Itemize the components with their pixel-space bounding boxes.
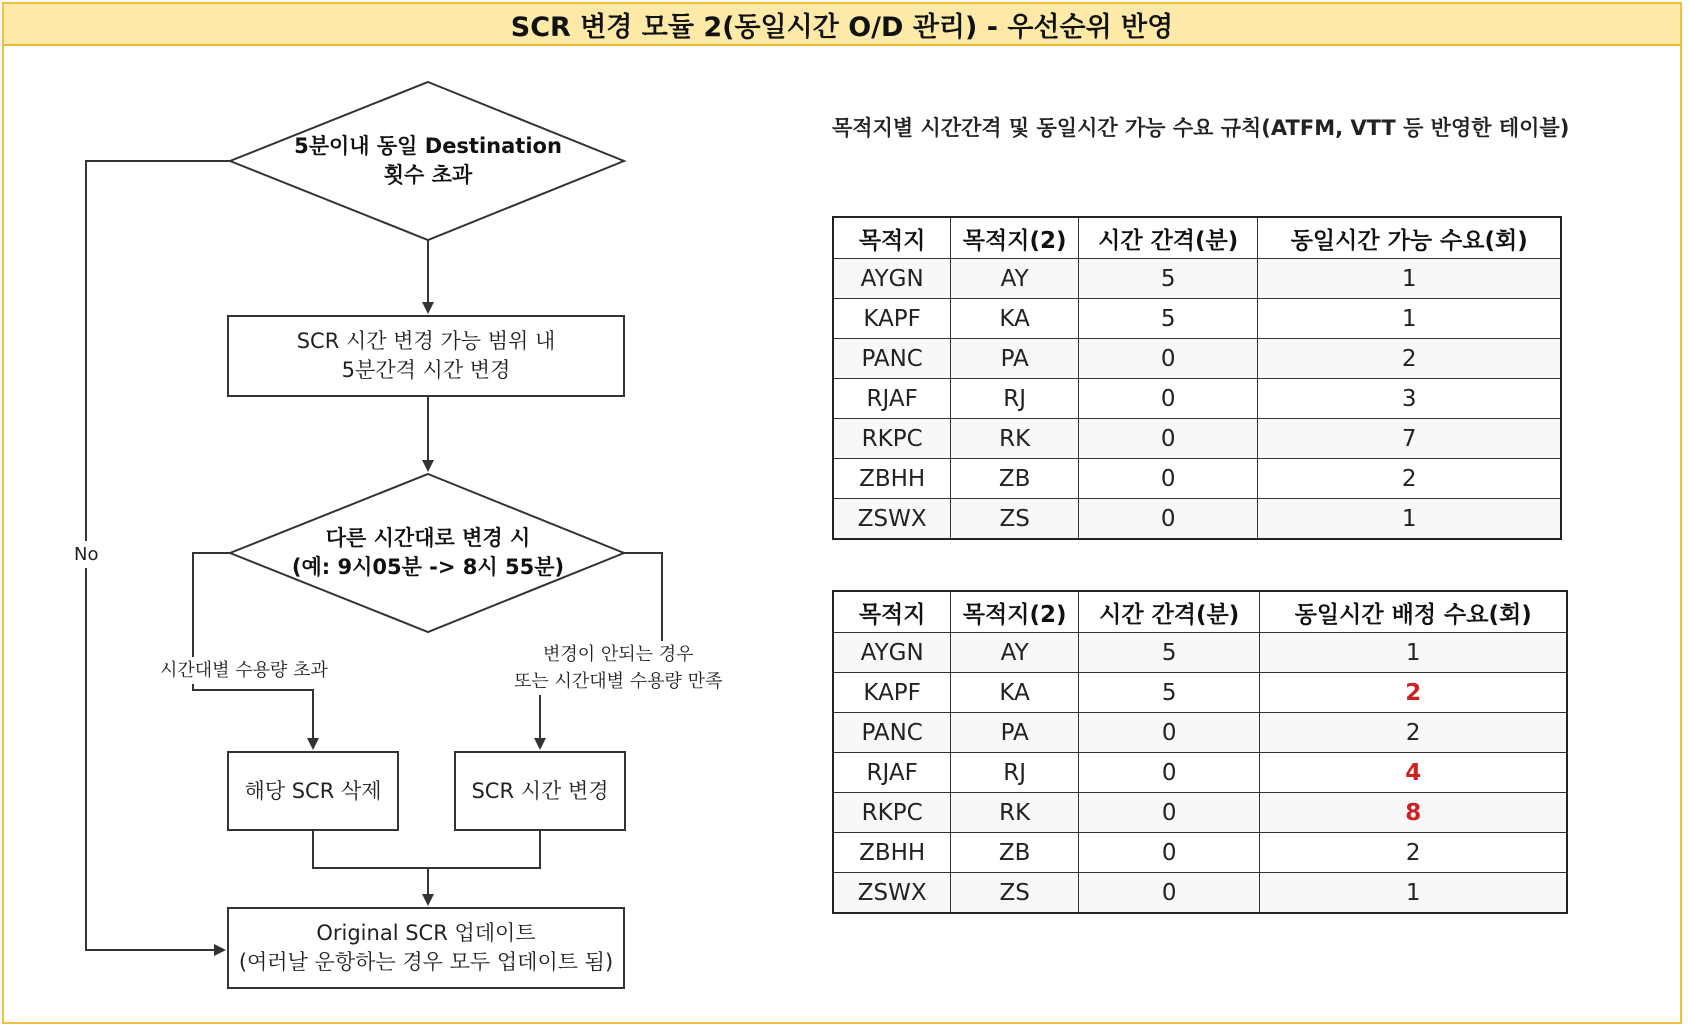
cell: PANC (833, 713, 951, 753)
cell: 5 (1078, 673, 1259, 713)
cell-highlighted: 4 (1260, 753, 1567, 793)
cell: 5 (1078, 633, 1259, 673)
cell: ZSWX (833, 499, 951, 540)
cell: ZS (951, 873, 1079, 914)
cell: 3 (1258, 379, 1561, 419)
table-row (833, 873, 1567, 914)
cell: 0 (1078, 459, 1257, 499)
table-row (833, 753, 1567, 793)
header-destination2: 목적지(2) (951, 591, 1079, 633)
decision2-text: 다른 시간대로 변경 시 (예: 9시05분 -> 8시 55분) (291, 526, 565, 579)
cell: 0 (1078, 379, 1257, 419)
cell: ZB (951, 459, 1079, 499)
cell: PA (951, 339, 1079, 379)
cell: 2 (1258, 459, 1561, 499)
cell: 0 (1078, 793, 1259, 833)
header-interval: 시간 간격(분) (1078, 217, 1257, 259)
decision1-text: 5분이내 동일 Destination 횟수 초과 (294, 134, 562, 187)
cell: ZBHH (833, 833, 951, 873)
cell: RJ (951, 753, 1079, 793)
process1-text: SCR 시간 변경 가능 범위 내 5분간격 시간 변경 (296, 329, 556, 382)
cell: RJAF (833, 379, 951, 419)
cell: 7 (1258, 419, 1561, 459)
cell: ZB (951, 833, 1079, 873)
process-change-text: SCR 시간 변경 (471, 778, 609, 803)
edge-merge-connector (313, 830, 540, 868)
cell: RKPC (833, 793, 951, 833)
table-row (833, 673, 1567, 713)
table-header-row (833, 591, 1567, 633)
cell: AY (951, 633, 1079, 673)
table-row (833, 633, 1567, 673)
cell: ZS (951, 499, 1079, 540)
rules-table-assigned (832, 590, 1568, 914)
header-destination: 목적지 (833, 591, 951, 633)
edge-no-to-update (86, 161, 230, 950)
table-row (833, 459, 1561, 499)
edge-label-capacity-ok: 변경이 안되는 경우 또는 시간대별 수용량 만족 (512, 641, 724, 695)
cell: AY (951, 259, 1079, 299)
table-row (833, 419, 1561, 459)
cell: 2 (1260, 713, 1567, 753)
cell: RKPC (833, 419, 951, 459)
cell: PANC (833, 339, 951, 379)
header-destination2: 목적지(2) (951, 217, 1079, 259)
table-caption: 목적지별 시간간격 및 동일시간 가능 수요 규칙(ATFM, VTT 등 반영한 테이블) (832, 116, 1570, 140)
cell: AYGN (833, 259, 951, 299)
table-row (833, 833, 1567, 873)
cell: 0 (1078, 833, 1259, 873)
table-header-row (833, 217, 1561, 259)
table-row (833, 339, 1561, 379)
cell: ZBHH (833, 459, 951, 499)
cell: 1 (1258, 299, 1561, 339)
cell: 2 (1260, 833, 1567, 873)
cell: 0 (1078, 499, 1257, 540)
cell: 0 (1078, 419, 1257, 459)
cell: ZSWX (833, 873, 951, 914)
cell: KA (951, 673, 1079, 713)
cell: KAPF (833, 673, 951, 713)
table-row (833, 259, 1561, 299)
table-row (833, 713, 1567, 753)
cell: 2 (1258, 339, 1561, 379)
header-interval: 시간 간격(분) (1078, 591, 1259, 633)
cell: 0 (1078, 713, 1259, 753)
cell: 1 (1260, 633, 1567, 673)
cell: 0 (1078, 339, 1257, 379)
cell: 0 (1078, 753, 1259, 793)
process-update-text: Original SCR 업데이트 (여러날 운항하는 경우 모두 업데이트 됨) (238, 921, 614, 974)
table-row (833, 299, 1561, 339)
cell: PA (951, 713, 1079, 753)
process-delete-text: 해당 SCR 삭제 (244, 778, 382, 803)
page-title: SCR 변경 모듈 2(동일시간 O/D 관리) - 우선순위 반영 (4, 4, 1680, 46)
cell: 5 (1078, 299, 1257, 339)
cell: 0 (1078, 873, 1259, 914)
cell: RK (951, 793, 1079, 833)
cell-highlighted: 8 (1260, 793, 1567, 833)
edge-label-no: No (72, 541, 100, 568)
header-assigned-demand: 동일시간 배정 수요(회) (1260, 591, 1567, 633)
table-row (833, 793, 1567, 833)
cell: 1 (1260, 873, 1567, 914)
table-row (833, 499, 1561, 540)
edge-label-capacity-exceeded: 시간대별 수용량 초과 (158, 657, 330, 684)
rules-table-available (832, 216, 1562, 540)
cell: KAPF (833, 299, 951, 339)
cell: RK (951, 419, 1079, 459)
header-available-demand: 동일시간 가능 수요(회) (1258, 217, 1561, 259)
table-row (833, 379, 1561, 419)
cell: 1 (1258, 259, 1561, 299)
cell: 1 (1258, 499, 1561, 540)
cell: RJAF (833, 753, 951, 793)
cell: RJ (951, 379, 1079, 419)
cell-highlighted: 2 (1260, 673, 1567, 713)
cell: KA (951, 299, 1079, 339)
cell: 5 (1078, 259, 1257, 299)
header-destination: 목적지 (833, 217, 951, 259)
cell: AYGN (833, 633, 951, 673)
